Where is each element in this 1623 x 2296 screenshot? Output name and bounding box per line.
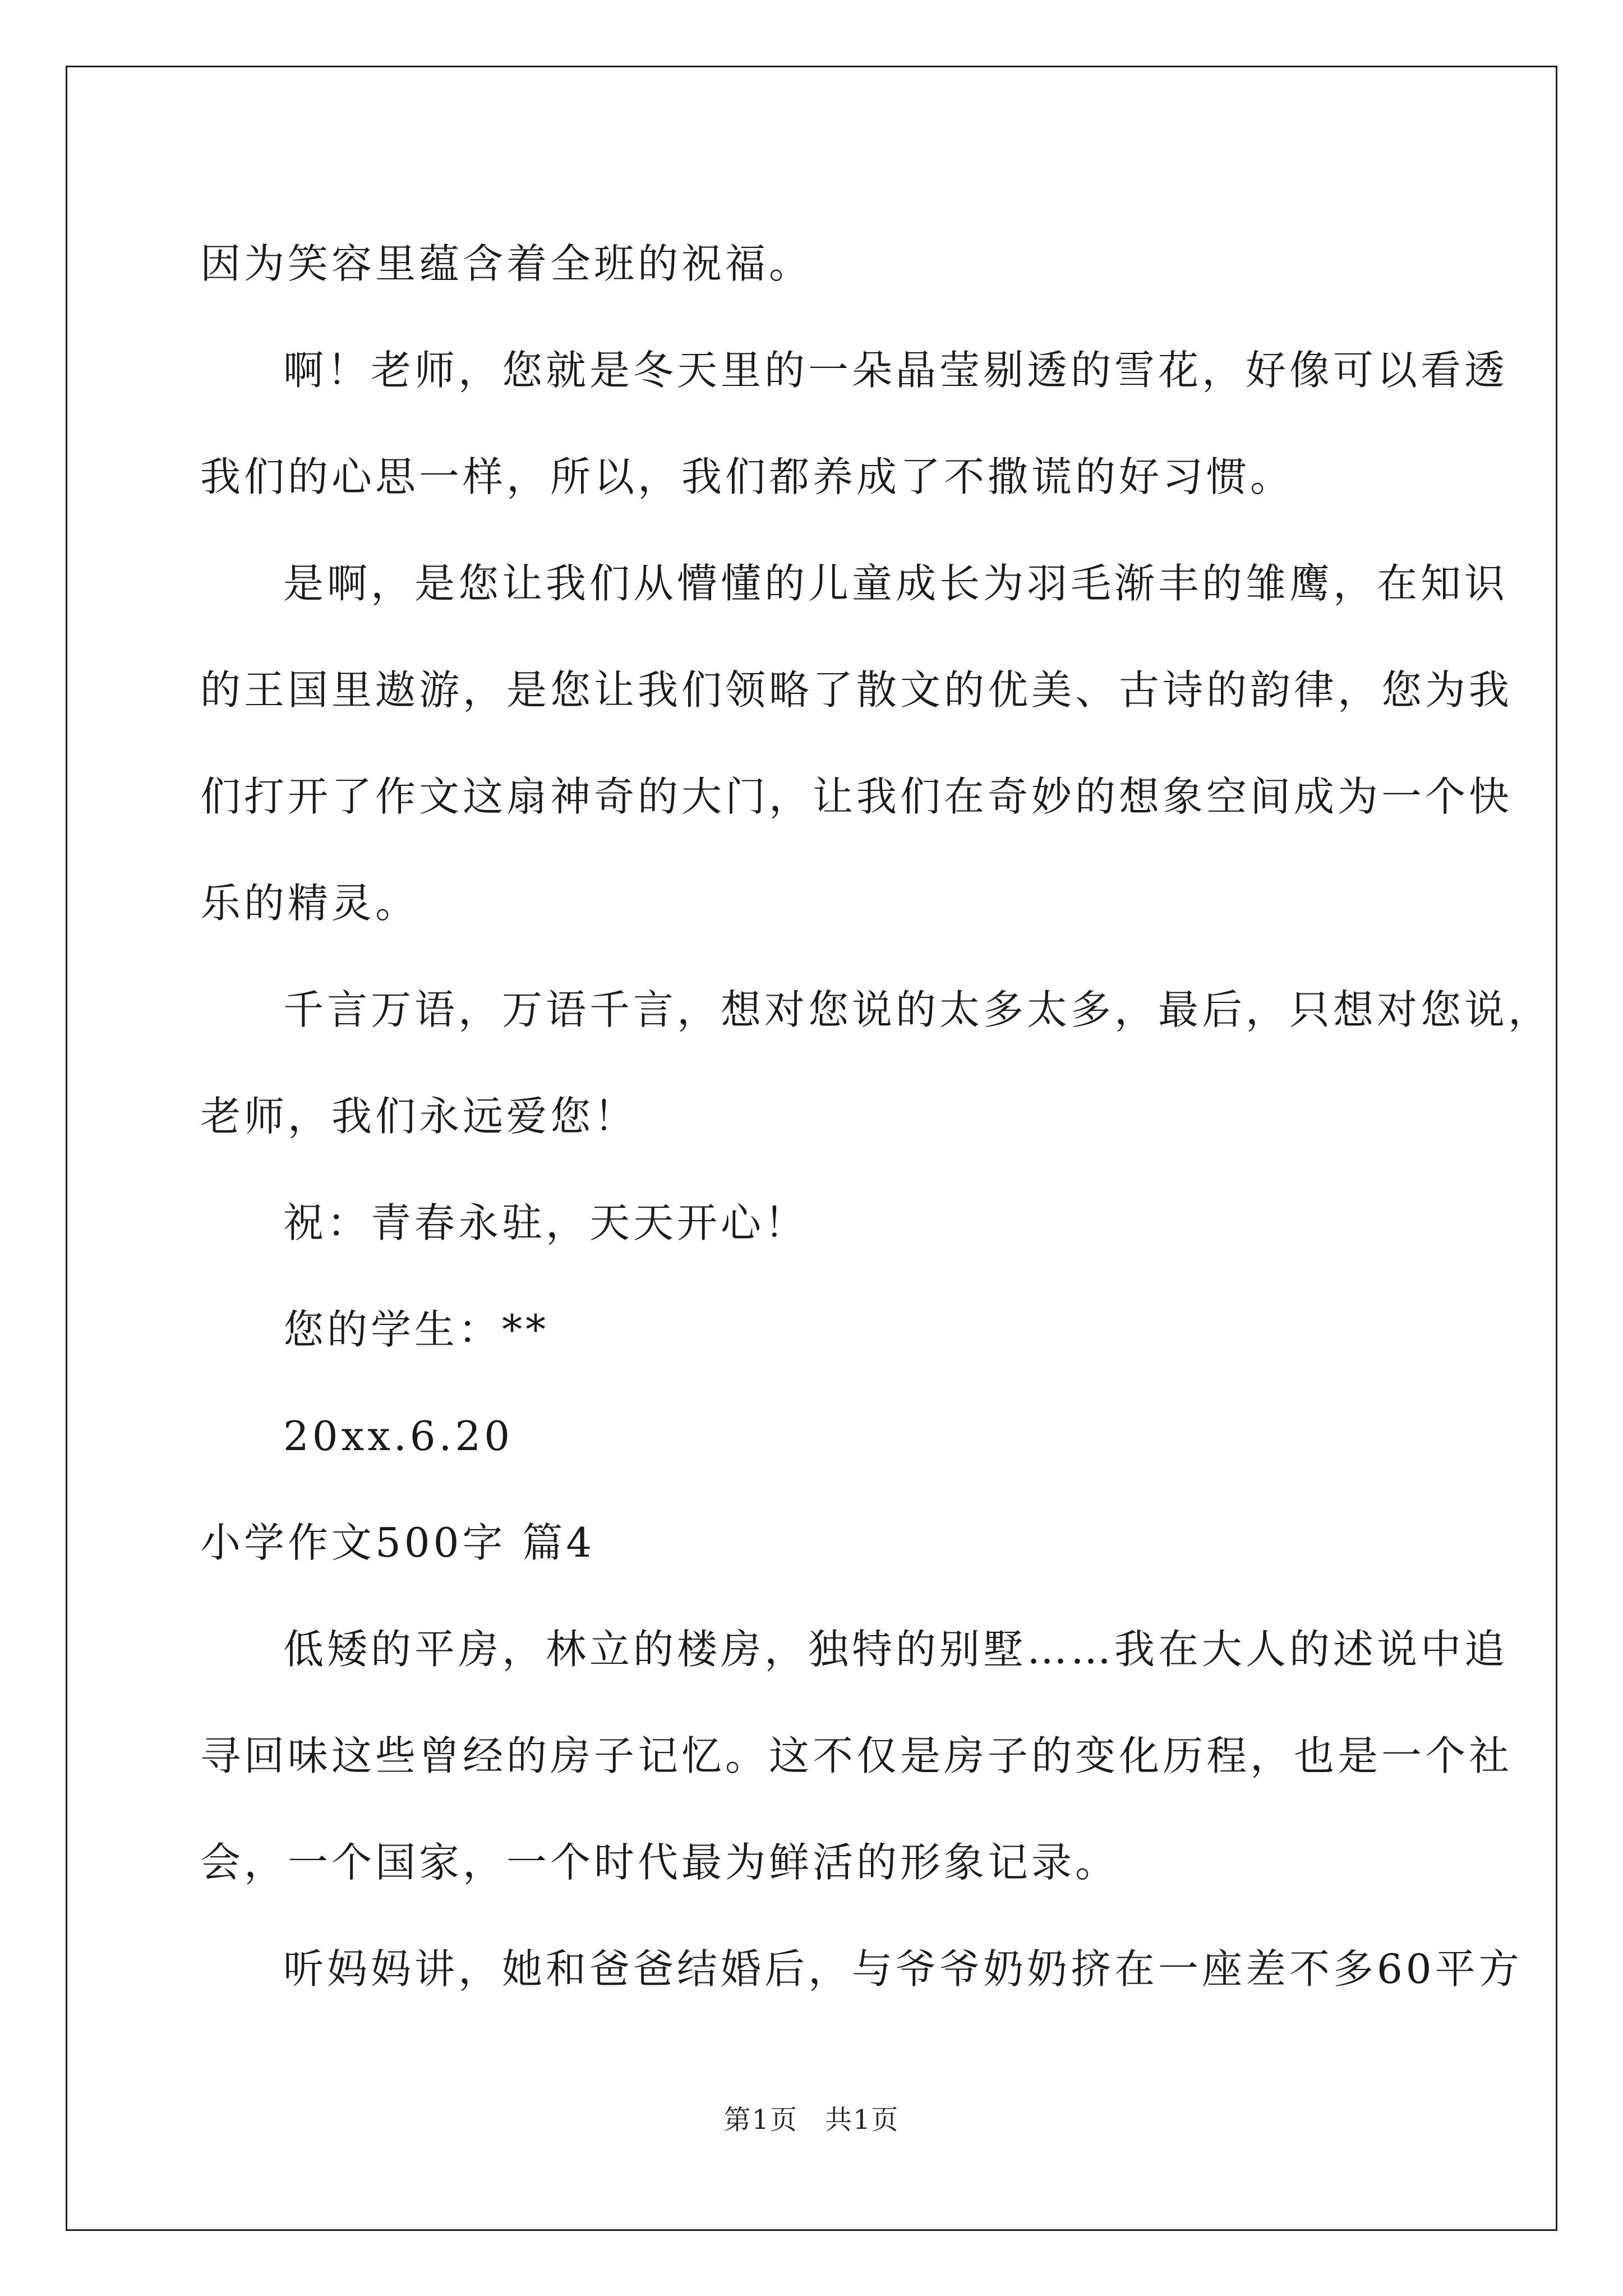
page-footer [0, 2098, 1623, 2137]
page-number-total: 共1页 [825, 2104, 900, 2136]
text-line: 千言万语，万语千言，想对您说的太多太多，最后，只想对您说， [283, 986, 1552, 1033]
text-line: 会，一个国家，一个时代最为鲜活的形象记录。 [200, 1839, 1119, 1886]
text-line: 是啊，是您让我们从懵懂的儿童成长为羽毛渐丰的雏鹰，在知识 [283, 560, 1509, 607]
section-heading: 小学作文500字 篇4 [200, 1519, 596, 1566]
text-line: 祝：青春永驻，天天开心！ [283, 1199, 809, 1246]
page-number-current: 第1页 [723, 2104, 798, 2136]
text-line: 老师，我们永远爱您！ [200, 1093, 638, 1140]
text-line: 们打开了作文这扇神奇的大门，让我们在奇妙的想象空间成为一个快 [200, 773, 1513, 820]
text-line: 寻回味这些曾经的房子记忆。这不仅是房子的变化历程，也是一个社 [200, 1732, 1513, 1779]
text-line: 您的学生：** [283, 1306, 550, 1353]
text-line: 因为笑容里蕴含着全班的祝福。 [200, 240, 813, 287]
text-line: 我们的心思一样，所以，我们都养成了不撒谎的好习惯。 [200, 453, 1294, 500]
text-line: 的王国里遨游，是您让我们领略了散文的优美、古诗的韵律，您为我 [200, 666, 1513, 714]
document-body [200, 210, 1552, 2022]
text-line: 啊！老师，您就是冬天里的一朵晶莹剔透的雪花，好像可以看透 [283, 347, 1509, 394]
text-line: 乐的精灵。 [200, 880, 419, 927]
text-line: 20xx.6.20 [283, 1412, 514, 1460]
text-line: 听妈妈讲，她和爸爸结婚后，与爷爷奶奶挤在一座差不多60平方 [283, 1945, 1523, 1993]
text-line: 低矮的平房，林立的楼房，独特的别墅……我在大人的述说中追 [283, 1626, 1509, 1673]
